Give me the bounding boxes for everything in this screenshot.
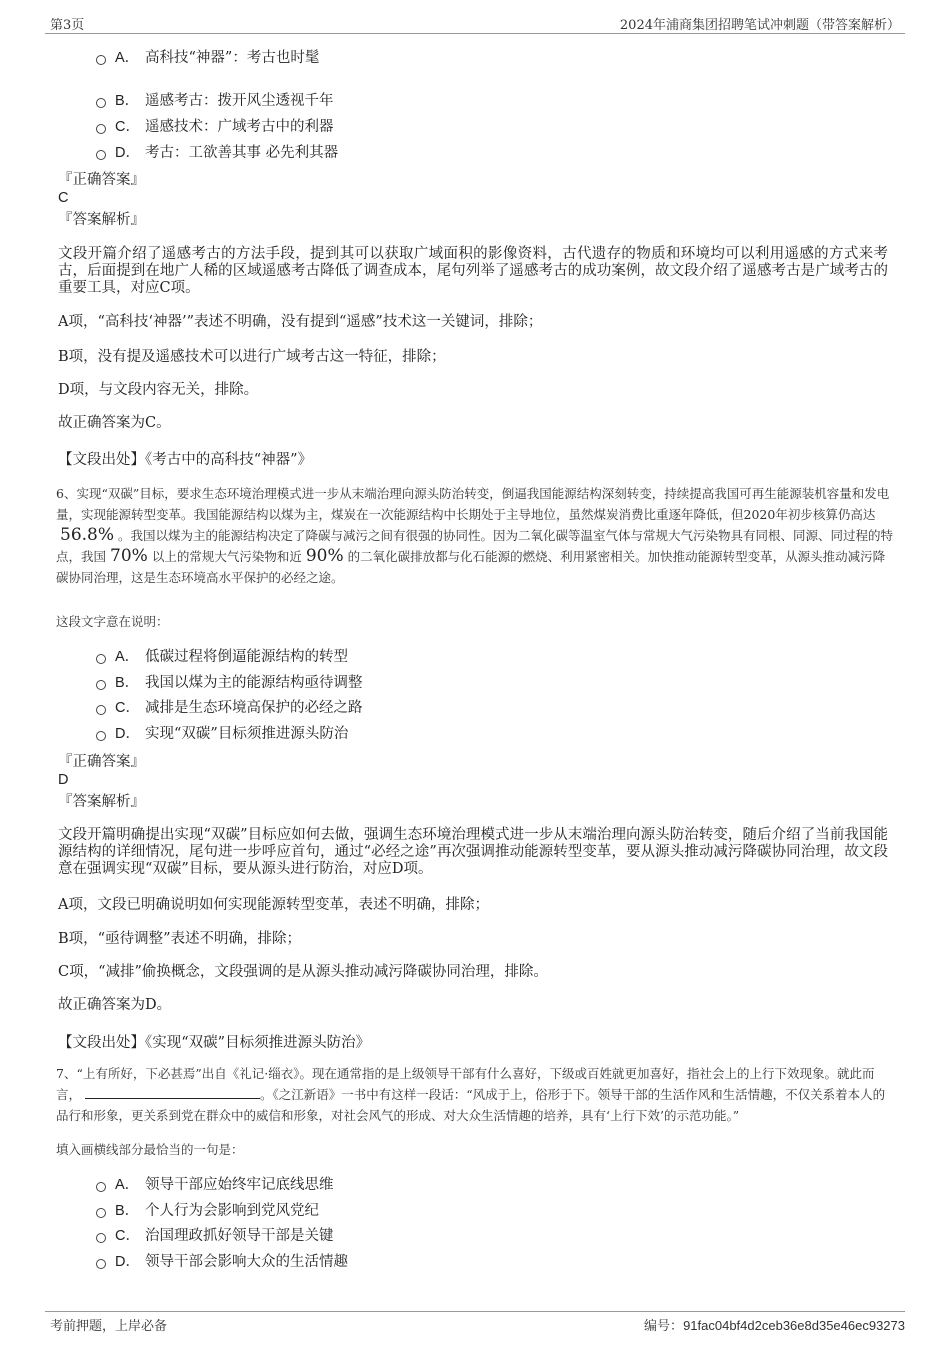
radio-icon[interactable]	[96, 1259, 106, 1269]
radio-icon[interactable]	[96, 55, 106, 65]
q5-note-a: A项，“高科技‘神器’”表述不明确，没有提到“遥感”技术这一关键词，排除；	[58, 314, 543, 330]
q5-note-d: D项，与文段内容无关，排除。	[58, 382, 259, 398]
page-number: 第3页	[50, 18, 85, 33]
q7-option-d[interactable]: D． 领导干部会影响大众的生活情趣	[96, 1252, 348, 1272]
q6-value-3: 90%	[305, 546, 344, 566]
q6-question: 这段文字意在说明：	[56, 614, 169, 629]
radio-icon[interactable]	[96, 150, 106, 160]
document-code: 编号：91fac04bf4d2ceb36e8d35e46ec93273	[644, 1318, 905, 1334]
q6-note-b: B项，“亟待调整”表述不明确，排除；	[58, 931, 301, 947]
header-divider	[45, 33, 905, 34]
q5-option-d[interactable]: D． 考古：工欲善其事 必先利其器	[96, 143, 338, 163]
q6-option-d[interactable]: D． 实现“双碳”目标须推进源头防治	[96, 724, 348, 744]
q6-option-b[interactable]: B． 我国以煤为主的能源结构亟待调整	[96, 673, 363, 693]
q7-stem: 7、“上有所好，下必甚焉”出自《礼记·缁衣》。现在通常指的是上级领导干部有什么喜好，下级或百姓就更加喜好，指社会上的上行下效现象。就此而言， 。《之江新语》一书中有这样一段话：“风成于上，俗形于下。领导干部的生活作风和生活情趣，不仅关系着本人的品行和形象，更关系到党在群众中的威信和形象，对社会风气的形成、对大众生活情趣的培养，具有‘上行下效’的示范功能。”	[56, 1066, 886, 1123]
q7-option-a[interactable]: A． 领导干部应始终牢记底线思维	[96, 1175, 334, 1195]
radio-icon[interactable]	[96, 124, 106, 134]
q5-answer-label: 『正确答案』	[58, 172, 145, 188]
q6-answer-label: 『正确答案』	[58, 754, 145, 770]
radio-icon[interactable]	[96, 1208, 106, 1218]
q6-analysis-label: 『答案解析』	[58, 794, 145, 810]
q5-answer: C	[58, 190, 69, 206]
q6-option-a[interactable]: A． 低碳过程将倒逼能源结构的转型	[96, 647, 348, 667]
radio-icon[interactable]	[96, 680, 106, 690]
q7-option-b[interactable]: B． 个人行为会影响到党风党纪	[96, 1201, 319, 1221]
q5-analysis-label: 『答案解析』	[58, 212, 145, 228]
q6-note-c: C项，“减排”偷换概念，文段强调的是从源头推动减污降碳协同治理，排除。	[58, 964, 548, 980]
footer-divider	[45, 1311, 905, 1312]
q5-option-b[interactable]: B． 遥感考古：拨开风尘透视千年	[96, 91, 334, 111]
q6-answer: D	[58, 772, 69, 788]
radio-icon[interactable]	[96, 731, 106, 741]
q5-option-a[interactable]: A． 高科技“神器”：考古也时髦	[96, 48, 319, 68]
footer-slogan: 考前押题，上岸必备	[50, 1319, 168, 1334]
q6-analysis: 文段开篇明确提出实现“双碳”目标应如何去做，强调生态环境治理模式进一步从末端治理向源头防治转变，随后介绍了当前我国能源结构的详细情况，尾句进一步呼应首句，通过“必经之途”再次强调推动能源转型变革，要从源头推动减污降碳协同治理，故文段意在强调实现“双碳”目标，要从源头进行防治，对应D项。	[58, 827, 888, 877]
q5-note-b: B项，没有提及遥感技术可以进行广域考古这一特征，排除；	[58, 349, 446, 365]
q6-note-a: A项，文段已明确说明如何实现能源转型变革，表述不明确，排除；	[58, 897, 489, 913]
document-title: 2024年浦商集团招聘笔试冲刺题（带答案解析）	[619, 18, 900, 33]
q6-stem: 6、实现“双碳”目标，要求生态环境治理模式进一步从末端治理向源头防治转变，倒逼我国能源结构深刻转变，持续提高我国可再生能源装机容量和发电量，实现能源转型变革。我国能源结构以煤为主，煤炭在一次能源结构中长期处于主导地位，虽然煤炭消费比重逐年降低，但2020年初步核算仍高达56.8% 。我国以煤为主的能源结构决定了降碳与减污之间有很强的协同性。因为二氧化碳等温室气体与常规大气污染物具有同根、同源、同过程的特点，我国 70% 以上的常规大气污染物和近 90% 的二氧化碳排放都与化石能源的燃烧、利用紧密相关。加快推动能源转型变革，从源头推动减污降碳协同治理，这是生态环境高水平保护的必经之途。	[56, 486, 894, 585]
radio-icon[interactable]	[96, 705, 106, 715]
q5-analysis: 文段开篇介绍了遥感考古的方法手段，提到其可以获取广域面积的影像资料，古代遗存的物质和环境均可以利用遥感的方式来考古，后面提到在地广人稀的区域遥感考古降低了调查成本，尾句列举了遥感考古的成功案例，故文段介绍了遥感考古是广域考古的重要工具，对应C项。	[58, 246, 888, 296]
radio-icon[interactable]	[96, 98, 106, 108]
q7-question: 填入画横线部分最恰当的一句是：	[56, 1142, 244, 1157]
q6-value-1: 56.8%	[60, 525, 115, 545]
q5-source: 【文段出处】《考古中的高科技“神器”》	[58, 452, 313, 468]
q6-source: 【文段出处】《实现“双碳”目标须推进源头防治》	[58, 1035, 371, 1051]
q5-option-c[interactable]: C． 遥感技术：广域考古中的利器	[96, 117, 334, 137]
q7-option-c[interactable]: C． 治国理政抓好领导干部是关键	[96, 1226, 334, 1246]
radio-icon[interactable]	[96, 1233, 106, 1243]
q5-final-answer: 故正确答案为C。	[58, 415, 171, 431]
q6-value-2: 70%	[110, 546, 148, 566]
fill-blank[interactable]	[85, 1087, 260, 1099]
q6-option-c[interactable]: C． 减排是生态环境高保护的必经之路	[96, 698, 363, 718]
radio-icon[interactable]	[96, 1182, 106, 1192]
q6-final-answer: 故正确答案为D。	[58, 997, 172, 1013]
radio-icon[interactable]	[96, 654, 106, 664]
